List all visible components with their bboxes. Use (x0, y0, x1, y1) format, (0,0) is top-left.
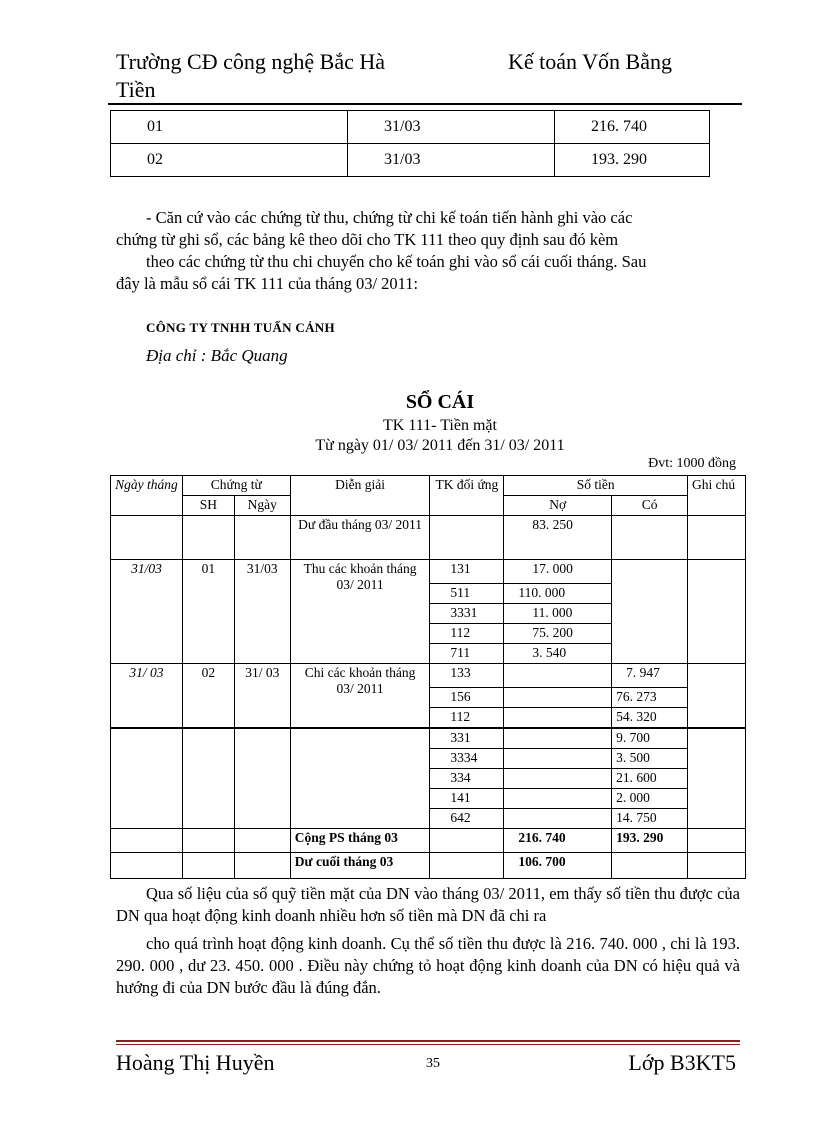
receipt-no: 75. 200 (504, 624, 612, 644)
total-row (111, 829, 746, 853)
receipt-sh: 01 (182, 560, 234, 664)
payment-co: 21. 600 (612, 769, 688, 789)
closing-row (111, 853, 746, 879)
ledger-title: SỔ CÁI (405, 391, 475, 413)
payment-co: 7. 947 (612, 664, 688, 688)
receipt-tk: 3331 (430, 604, 504, 624)
header-amount: Số tiền (504, 476, 688, 496)
company-address: Địa chỉ : Bắc Quang (146, 346, 288, 365)
payment-co: 54. 320 (612, 708, 688, 729)
payment-co: 2. 000 (612, 789, 688, 809)
payment-tk: 133 (430, 664, 504, 688)
payment-tk: 334 (430, 769, 504, 789)
receipt-tk: 711 (430, 644, 504, 664)
receipt-no: 110. 000 (504, 584, 612, 604)
table-row (111, 664, 746, 688)
summary-cell: 193. 290 (555, 144, 710, 177)
payment-co: 9. 700 (612, 728, 688, 749)
payment-ngay: 31/ 03 (234, 664, 290, 729)
table-row (111, 144, 710, 177)
header-no: Nợ (504, 496, 612, 516)
receipt-no: 11. 000 (504, 604, 612, 624)
payment-sh: 02 (182, 664, 234, 729)
payment-tk: 642 (430, 809, 504, 829)
header-title: Kế toán Vốn Bằng (508, 49, 672, 74)
header-co: Có (612, 496, 688, 516)
header-school (116, 48, 385, 104)
opening-desc: Dư đầu tháng 03/ 2011 (290, 516, 430, 560)
header-tk: TK đối ứng (430, 476, 504, 516)
conclusion-text: Qua số liệu của sổ quỹ tiền mặt của DN vào tháng 03/ 2011, em thấy số tiền thu được của DN qua hoạt động kinh doanh nhiều hơn số tiền mà DN đã chi ra (116, 884, 740, 925)
payment-tk: 112 (430, 708, 504, 729)
closing-label: Dư cuối tháng 03 (290, 853, 430, 879)
total-label: Cộng PS tháng 03 (290, 829, 430, 853)
paragraph-line: chứng từ ghi sổ, các bảng kê theo dõi cho TK 111 theo quy định sau đó kèm (116, 230, 619, 249)
ledger-header-row (111, 476, 746, 496)
footer-divider (116, 1044, 740, 1045)
header-date: Ngày tháng (111, 476, 183, 516)
paragraph-line: đây là mẫu sổ cái TK 111 của tháng 03/ 2011: (116, 274, 419, 293)
summary-cell: 31/03 (348, 111, 555, 144)
receipt-date: 31/03 (111, 560, 183, 664)
receipt-tk: 112 (430, 624, 504, 644)
summary-cell: 01 (111, 111, 348, 144)
header-divider (108, 103, 742, 105)
payment-co: 76. 273 (612, 688, 688, 708)
intro-paragraph (116, 207, 740, 295)
header-note: Ghi chú (688, 476, 746, 516)
header-school-line2: Tiền (116, 77, 156, 102)
paragraph-line: - Căn cứ vào các chứng từ thu, chứng từ chi kế toán tiến hành ghi vào các (146, 208, 633, 227)
payment-tk: 141 (430, 789, 504, 809)
conclusion-text: cho quá trình hoạt động kinh doanh. Cụ thể số tiền thu được là 216. 740. 000 , chi là 193. 290. 000 , dư 23. 450. 000 . Điều này chứng tỏ hoạt động kinh doanh của DN có hiệu quả và hướng đi của DN bước đầu là đúng đắn. (116, 934, 740, 997)
payment-co: 14. 750 (612, 809, 688, 829)
receipt-no: 17. 000 (504, 560, 612, 584)
ledger-unit: Đvt: 1000 đồng (648, 456, 736, 471)
total-no: 216. 740 (504, 829, 612, 853)
payment-desc: Chi các khoản tháng 03/ 2011 (290, 664, 430, 729)
footer-divider (116, 1040, 740, 1042)
total-co: 193. 290 (612, 829, 688, 853)
footer-author: Hoàng Thị Huyền (116, 1050, 275, 1075)
page-number: 35 (426, 1056, 440, 1071)
payment-tk: 331 (430, 728, 504, 749)
receipt-ngay: 31/03 (234, 560, 290, 664)
summary-table (110, 110, 710, 177)
ledger-subtitle: TK 111- Tiền mặt (383, 417, 497, 434)
header-voucher: Chứng từ (182, 476, 290, 496)
ledger-period: Từ ngày 01/ 03/ 2011 đến 31/ 03/ 2011 (315, 437, 565, 454)
opening-no: 83. 250 (504, 516, 612, 560)
payment-tk: 156 (430, 688, 504, 708)
header-sh: SH (182, 496, 234, 516)
summary-cell: 31/03 (348, 144, 555, 177)
ledger-title-block (110, 388, 770, 456)
table-row (111, 560, 746, 584)
table-row (111, 516, 746, 560)
summary-cell: 216. 740 (555, 111, 710, 144)
receipt-tk: 511 (430, 584, 504, 604)
ledger-table (110, 475, 746, 879)
payment-date: 31/ 03 (111, 664, 183, 729)
conclusion-paragraph (116, 883, 740, 999)
footer-class: Lớp B3KT5 (628, 1050, 736, 1075)
closing-no: 106. 700 (504, 853, 612, 879)
receipt-desc: Thu các khoản tháng 03/ 2011 (290, 560, 430, 664)
table-row (111, 728, 746, 749)
receipt-tk: 131 (430, 560, 504, 584)
header-desc: Diễn giải (290, 476, 430, 516)
payment-co: 3. 500 (612, 749, 688, 769)
header-ngay: Ngày (234, 496, 290, 516)
summary-cell: 02 (111, 144, 348, 177)
receipt-no: 3. 540 (504, 644, 612, 664)
header-school-line1: Trường CĐ công nghệ Bắc Hà (116, 49, 385, 74)
payment-tk: 3334 (430, 749, 504, 769)
company-name: CÔNG TY TNHH TUẤN CẢNH (146, 320, 335, 335)
paragraph-line: theo các chứng từ thu chi chuyển cho kế toán ghi vào sổ cái cuối tháng. Sau (146, 252, 647, 271)
table-row (111, 111, 710, 144)
